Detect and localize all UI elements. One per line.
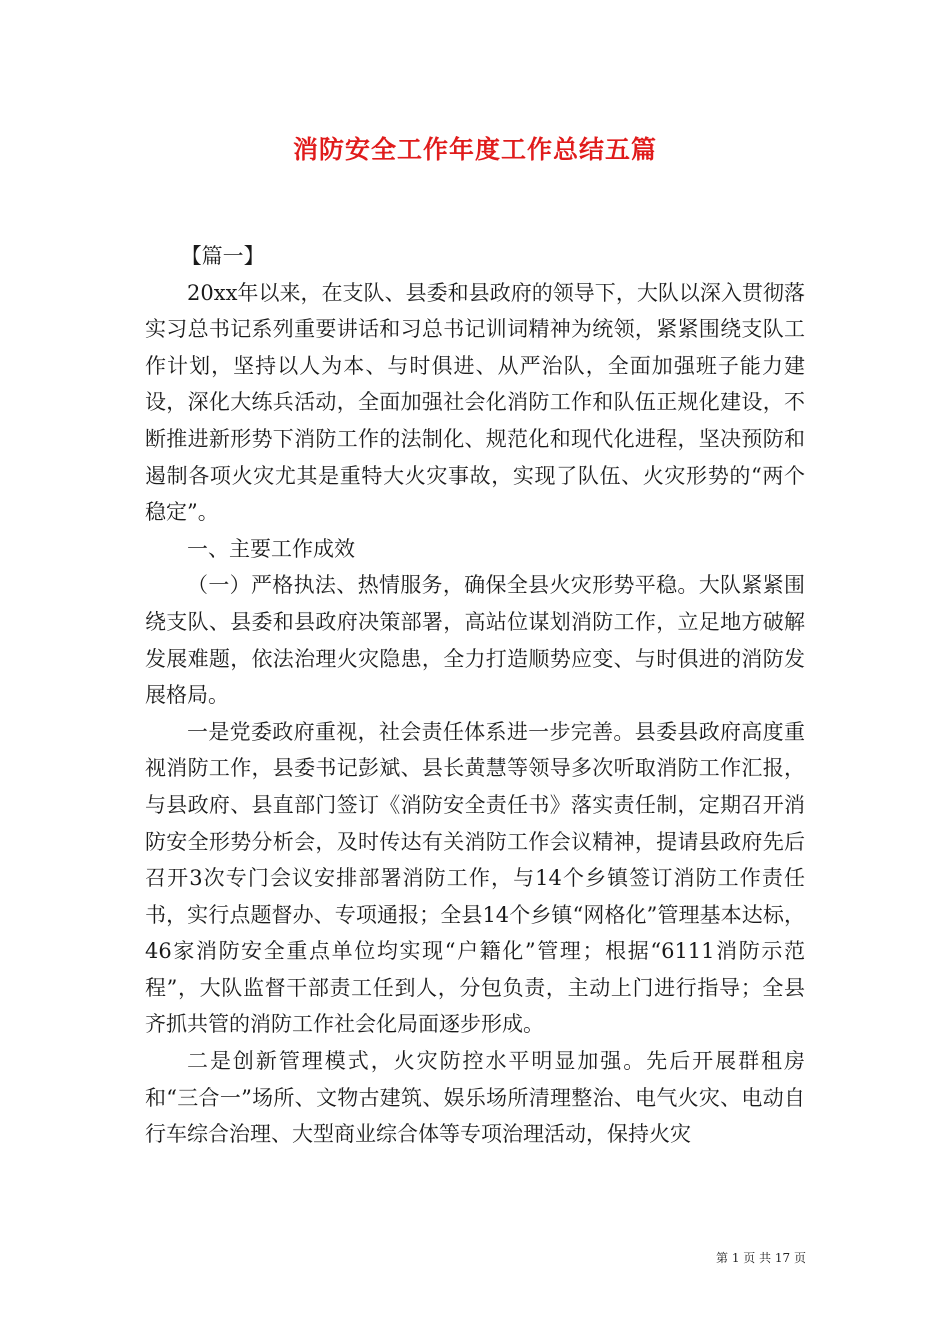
paragraph-point-2: 二是创新管理模式，火灾防控水平明显加强。先后开展群租房和“三合一”场所、文物古建筑、娱乐场所清理整治、电气火灾、电动自行车综合治理、大型商业综合体等专项治理活动，保持火灾: [145, 1049, 805, 1147]
document-body: [145, 238, 805, 1153]
section-heading: 一、主要工作成效: [187, 536, 355, 561]
page-number: 第 1 页 共 17 页: [716, 1251, 806, 1265]
document-title: 消防安全工作年度工作总结五篇: [292, 135, 657, 164]
paragraph-point-1: 一是党委政府重视，社会责任体系进一步完善。县委县政府高度重视消防工作，县委书记彭斌、县长黄慧等领导多次听取消防工作汇报，与县政府、县直部门签订《消防安全责任书》落实责任制，定期召开消防安全形势分析会，及时传达有关消防工作会议精神，提请县政府先后召开3次专门会议安排部署消防工作，与14个乡镇签订消防工作责任书，实行点题督办、专项通报；全县14个乡镇“网格化”管理基本达标，46家消防安全重点单位均实现“户籍化”管理；根据“6111消防示范程”，大队监督干部责工任到人，分包负责，主动上门进行指导；全县齐抓共管的消防工作社会化局面逐步形成。: [145, 719, 805, 1037]
paragraph-subsection-1: （一）严格执法、热情服务，确保全县火灾形势平稳。大队紧紧围绕支队、县委和县政府决策部署，高站位谋划消防工作，立足地方破解发展难题，依法治理火灾隐患，全力打造顺势应变、与时俱进的消防发展格局。: [145, 573, 805, 708]
paragraph-intro: 20xx年以来，在支队、县委和县政府的领导下，大队以深入贯彻落实习总书记系列重要讲话和习总书记训词精神为统领，紧紧围绕支队工作计划，坚持以人为本、与时俱进、从严治队，全面加强班子能力建设，深化大练兵活动，全面加强社会化消防工作和队伍正规化建设，不断推进新形势下消防工作的法制化、规范化和现代化进程，坚决预防和遏制各项火灾尤其是重特大火灾事故，实现了队伍、火灾形势的“两个稳定”。: [145, 280, 805, 525]
section-label: 【篇一】: [180, 244, 265, 268]
